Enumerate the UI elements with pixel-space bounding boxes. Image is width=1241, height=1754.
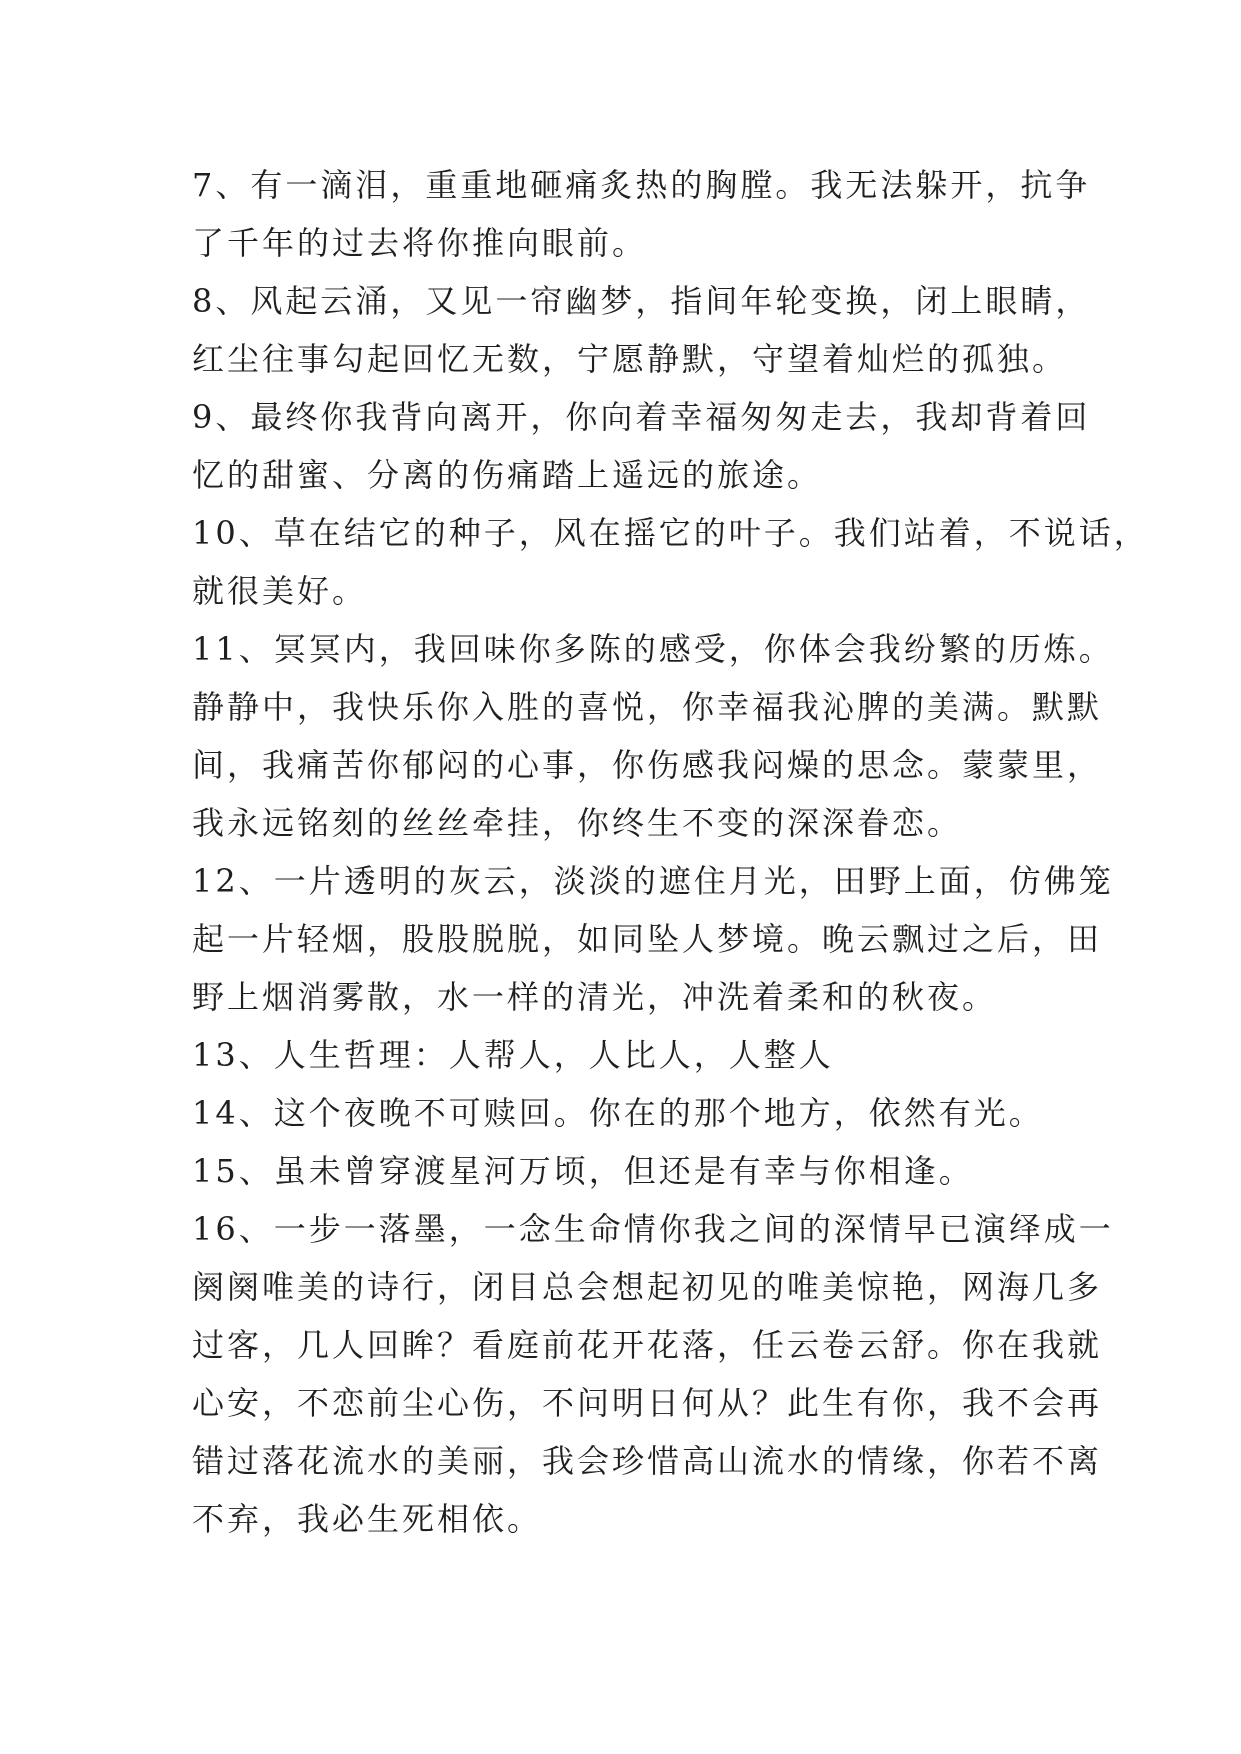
text-line: 红尘往事勾起回忆无数，宁愿静默，守望着灿烂的孤独。 <box>192 340 1068 378</box>
text-line: 野上烟消雾散，水一样的清光，冲洗着柔和的秋夜。 <box>192 978 998 1016</box>
text-line: 10、草在结它的种子，风在摇它的叶子。我们站着，不说话， <box>192 514 1149 552</box>
text-line: 阕阕唯美的诗行，闭目总会想起初见的唯美惊艳，网海几多 <box>192 1268 1103 1306</box>
text-line: 7、有一滴泪，重重地砸痛炙热的胸膛。我无法躲开，抗争 <box>192 166 1091 204</box>
text-line: 起一片轻烟，股股脱脱，如同坠人梦境。晚云飘过之后，田 <box>192 920 1103 958</box>
text-line: 9、最终你我背向离开，你向着幸福匆匆走去，我却背着回 <box>192 398 1091 436</box>
text-line: 心安，不恋前尘心伤，不问明日何从？此生有你，我不会再 <box>192 1384 1103 1422</box>
text-line: 12、一片透明的灰云，淡淡的遮住月光，田野上面，仿佛笼 <box>192 862 1114 900</box>
text-line: 14、这个夜晚不可赎回。你在的那个地方，依然有光。 <box>192 1094 1044 1132</box>
text-line: 15、虽未曾穿渡星河万顷，但还是有幸与你相逢。 <box>192 1152 974 1190</box>
text-line: 了千年的过去将你推向眼前。 <box>192 224 648 262</box>
text-line: 我永远铭刻的丝丝牵挂，你终生不变的深深眷恋。 <box>192 804 963 842</box>
text-line: 过客，几人回眸？看庭前花开花落，任云卷云舒。你在我就 <box>192 1326 1103 1364</box>
text-line: 11、冥冥内，我回味你多陈的感受，你体会我纷繁的历炼。 <box>192 630 1114 668</box>
text-line: 错过落花流水的美丽，我会珍惜高山流水的情缘，你若不离 <box>192 1442 1103 1480</box>
text-line: 就很美好。 <box>192 572 368 610</box>
text-line: 间，我痛苦你郁闷的心事，你伤感我闷燥的思念。蒙蒙里， <box>192 746 1103 784</box>
text-line: 13、人生哲理：人帮人，人比人，人整人 <box>192 1036 834 1074</box>
text-line: 16、一步一落墨，一念生命情你我之间的深情早已演绎成一 <box>192 1210 1114 1248</box>
text-line: 不弃，我必生死相依。 <box>192 1500 543 1538</box>
document-body <box>192 156 1149 1548</box>
text-line: 静静中，我快乐你入胜的喜悦，你幸福我沁脾的美满。默默 <box>192 688 1103 726</box>
text-line: 忆的甜蜜、分离的伤痛踏上遥远的旅途。 <box>192 456 823 494</box>
text-line: 8、风起云涌，又见一帘幽梦，指间年轮变换，闭上眼睛， <box>192 282 1091 320</box>
